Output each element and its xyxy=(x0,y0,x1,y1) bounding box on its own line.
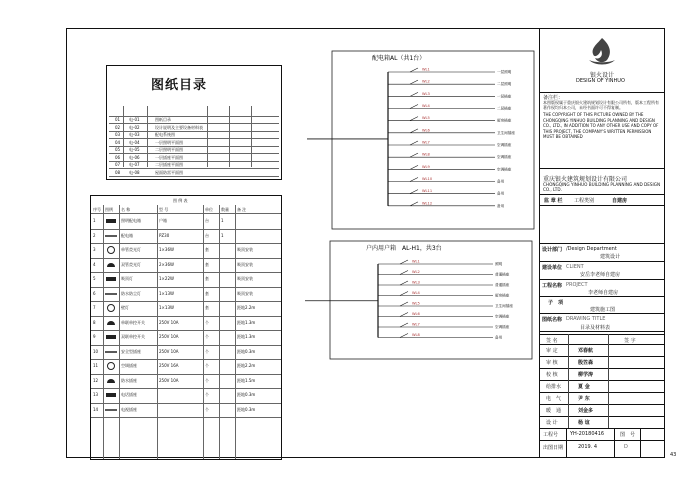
legend-cell-model: 1×13W xyxy=(159,305,174,310)
legend-cell-no: 9 xyxy=(93,334,96,339)
legend-cell-no: 8 xyxy=(93,319,96,325)
legend-cell-note: 吸顶安装 xyxy=(237,247,253,252)
legend-cell-qty: 1 xyxy=(221,232,224,238)
circuit-label: WL2 xyxy=(422,79,430,84)
circuit-load-label: 一层插座 xyxy=(497,94,512,99)
sub-value: 建筑施工图 xyxy=(590,307,616,313)
circuit-load-label: 二层照明 xyxy=(497,82,512,87)
legend-cell-note: 吸顶安装 xyxy=(237,261,253,267)
distribution-diagram-2 xyxy=(288,240,533,360)
index-cell-code: 电-07 xyxy=(129,162,140,167)
index-cell-code: 电-02 xyxy=(129,124,140,130)
notes-en: THE COPYRIGHT OF THIS PICTURE OWNED BY THE CHONGQING YINHUO BUILDING PLANNING AND DESIGN CO., LTD., IN ADDITION TO ANY OTHER USE AND COPY OF THIS PROJECT, THE COMPANY'S WRITTEN PERMISSION MUST BE OBTAINED xyxy=(543,112,659,139)
circuit-label: WL6 xyxy=(422,128,430,133)
job-no-label: 工程号 xyxy=(543,432,559,438)
index-cell-no: 01 xyxy=(115,117,121,122)
index-cell-no: 05 xyxy=(115,147,121,152)
legend-cell-name: 电视插座 xyxy=(121,406,137,412)
legend-cell-no: 12 xyxy=(93,377,99,383)
project-label: 工程名称 xyxy=(542,283,563,289)
legend-cell-unit: 个 xyxy=(205,334,209,339)
signer-role: 审 定 xyxy=(546,348,558,354)
legend-symbol-icon xyxy=(104,376,118,386)
index-cell-name: 设计说明及主要设备材料表 xyxy=(155,124,203,130)
legend-cell-name: 双管荧光灯 xyxy=(121,261,141,267)
logo-text-en: DESIGN OF YINHUO xyxy=(576,78,625,84)
legend-symbol-icon xyxy=(104,390,118,400)
legend-header-cell: 图例 xyxy=(105,207,113,212)
circuit-load-label: 空调插座 xyxy=(495,325,510,329)
circuit-load-label: 备用 xyxy=(495,335,503,340)
circuit-load-label: 空调插座 xyxy=(495,314,510,319)
job-no-value: YH-20180416 xyxy=(570,431,605,437)
legend-cell-model: 2×36W xyxy=(159,261,174,267)
signer-role: 设 计 xyxy=(546,420,558,426)
circuit-label: WL9 xyxy=(422,164,430,169)
legend-header-cell: 名 称 xyxy=(121,207,131,212)
circuit-label: WL6 xyxy=(412,312,420,316)
legend-cell-model: 1×22W xyxy=(159,276,174,281)
dept-value: 建筑设计 xyxy=(600,254,621,260)
circuit-load-label: 一层照明 xyxy=(497,70,512,74)
circuit-load-label: 二层插座 xyxy=(497,106,512,111)
legend-table xyxy=(90,195,282,460)
title-block xyxy=(539,28,665,458)
legend-cell-no: 14 xyxy=(93,406,99,412)
class-value: 自建房 xyxy=(612,198,628,204)
signer-name: 邓春航 xyxy=(578,348,594,354)
index-cell-code: 电-06 xyxy=(129,154,140,160)
circuit-label: WL11 xyxy=(422,189,433,194)
legend-cell-note: 距地1.3m xyxy=(237,334,256,339)
legend-cell-model: 250V 10A xyxy=(159,334,179,339)
date-label: 出图日期 xyxy=(543,445,564,451)
legend-cell-unit: 个 xyxy=(205,392,209,397)
circuit-load-label: 厨房插座 xyxy=(495,293,510,298)
client-value: 安岳李老师自建房 xyxy=(580,272,621,278)
legend-cell-name: 防水防尘灯 xyxy=(121,290,141,296)
legend-cell-unit: 台 xyxy=(205,218,209,223)
legend-cell-note: 距地0.3m xyxy=(237,406,256,412)
signer-name: 殷笠森 xyxy=(578,360,594,366)
signer-role: 审 核 xyxy=(546,360,558,366)
drawing-en: DRAWING TITLE xyxy=(566,316,606,322)
circuit-load-label: 备用 xyxy=(497,179,505,184)
signer-name: 杨 谊 xyxy=(578,420,590,426)
legend-cell-model: 250V 10A xyxy=(159,377,179,383)
legend-cell-unit: 套 xyxy=(205,261,209,267)
date-value: 2019. 4 xyxy=(578,444,598,450)
legend-cell-unit: 个 xyxy=(205,377,209,383)
circuit-label: WL10 xyxy=(422,177,433,181)
index-cell-no: 08 xyxy=(115,169,121,175)
drawing-value: 目录及材料表 xyxy=(580,325,611,331)
logo-text-cn: 银火设计 xyxy=(590,72,615,79)
diagram-title: 配电箱AL（共1台） xyxy=(372,55,426,62)
notes-cn: 本图版权属于重庆银火建筑规划设计有限公司所有，版本工程所有著作权均归本公司，未经书面许可不得复制。 xyxy=(543,100,659,110)
circuit-load-label: 照明 xyxy=(495,262,503,266)
index-cell-no: 03 xyxy=(115,132,121,137)
index-cell-no: 04 xyxy=(115,139,121,145)
dept-label: 设计部门 xyxy=(542,247,563,253)
circuit-label: WL8 xyxy=(412,333,420,337)
client-en: CLIENT xyxy=(566,264,584,270)
company-logo-icon xyxy=(585,36,619,66)
legend-cell-no: 1 xyxy=(93,218,96,223)
company-name-cn: 重庆银火建筑规划设计有限公司 xyxy=(543,176,628,183)
circuit-load-label: 空调插座 xyxy=(497,167,512,172)
legend-symbol-icon xyxy=(104,231,118,241)
legend-cell-model: 1×13W xyxy=(159,290,174,296)
legend-cell-model: 户箱 xyxy=(159,218,167,223)
class-label: 工程类别 xyxy=(574,198,595,204)
legend-symbol-icon xyxy=(104,245,118,255)
signer-name: 刘金多 xyxy=(578,408,594,414)
circuit-label: WL3 xyxy=(422,91,430,96)
diagram-title: 户内用户箱 AL-H1，共3台 xyxy=(366,245,442,252)
legend-cell-unit: 台 xyxy=(205,232,209,238)
legend-cell-note: 距地1.3m xyxy=(237,319,256,325)
legend-symbol-icon xyxy=(104,274,118,284)
version-value: D xyxy=(624,444,628,450)
index-cell-code: 电-01 xyxy=(129,117,140,122)
sign-header-1: 签 名 xyxy=(546,338,558,344)
circuit-label: WL5 xyxy=(412,301,420,306)
circuit-label: WL1 xyxy=(412,259,420,264)
circuit-label: WL8 xyxy=(422,152,430,157)
circuit-load-label: 厨房插座 xyxy=(497,118,512,123)
legend-cell-name: 电话插座 xyxy=(121,392,137,397)
dept-en: /Design Department xyxy=(566,246,617,252)
legend-title: 图 例 表 xyxy=(173,198,188,203)
legend-cell-model: 250V 10A xyxy=(159,348,179,354)
legend-cell-no: 3 xyxy=(93,247,96,252)
circuit-label: WL3 xyxy=(412,280,420,285)
drawing-label: 图纸名称 xyxy=(542,317,563,323)
legend-header-cell: 序号 xyxy=(93,207,101,212)
index-row xyxy=(109,169,279,177)
legend-header-cell: 型 号 xyxy=(159,207,169,212)
legend-symbol-icon xyxy=(104,303,118,313)
legend-cell-note: 吸顶安装 xyxy=(237,276,253,281)
legend-cell-unit: 个 xyxy=(205,363,209,368)
signer-role: 校 核 xyxy=(546,372,558,378)
legend-cell-no: 6 xyxy=(93,290,96,296)
sign-header-3: 签 字 xyxy=(624,338,636,344)
legend-symbol-icon xyxy=(104,318,118,328)
legend-cell-model: 250V 16A xyxy=(159,363,179,368)
circuit-label: WL5 xyxy=(422,116,430,121)
legend-cell-note: 距地0.3m xyxy=(237,392,256,397)
client-label: 建设单位 xyxy=(542,265,563,271)
signer-role: 电 气 xyxy=(546,396,562,402)
legend-cell-unit: 套 xyxy=(205,276,209,281)
notes-label: 备注栏： xyxy=(543,95,564,101)
circuit-label: WL7 xyxy=(412,322,420,327)
legend-header-cell: 数量 xyxy=(221,207,229,212)
legend-cell-qty: 1 xyxy=(221,218,224,223)
company-name-en: CHONGQING YINHUO BUILDING PLANNING AND DESIGN CO., LTD. xyxy=(543,182,661,192)
circuit-load-label: 空调插座 xyxy=(497,155,512,160)
index-cell-code: 电-03 xyxy=(129,132,140,137)
sheet-label: 图 号 xyxy=(620,432,636,438)
legend-cell-note: 吸顶安装 xyxy=(237,290,253,296)
index-cell-name: 二层插座平面图 xyxy=(155,162,183,167)
signer-name: 尹 东 xyxy=(578,396,590,402)
signer-role: 暖 通 xyxy=(546,408,562,414)
legend-cell-name: 照明配电箱 xyxy=(121,218,141,223)
index-title: 图纸目录 xyxy=(151,78,208,93)
index-cell-name: 屋面防雷平面图 xyxy=(155,169,183,175)
circuit-load-label: 备用 xyxy=(497,203,505,208)
circuit-label: WL1 xyxy=(422,67,430,72)
stamp-label: 监 章 栏 xyxy=(544,198,563,204)
legend-cell-no: 7 xyxy=(93,305,96,310)
circuit-label: WL7 xyxy=(422,140,430,145)
circuit-label: WL4 xyxy=(412,291,420,295)
legend-symbol-icon xyxy=(104,289,118,299)
legend-header-cell: 备 注 xyxy=(237,207,247,212)
legend-header-cell: 单位 xyxy=(205,207,213,212)
legend-cell-name: 安全型插座 xyxy=(121,348,141,354)
legend-cell-name: 防水插座 xyxy=(121,377,137,383)
legend-cell-note: 距地1.5m xyxy=(237,377,256,383)
legend-cell-unit: 套 xyxy=(205,247,209,252)
legend-cell-no: 11 xyxy=(93,363,99,368)
circuit-load-label: 备用 xyxy=(497,191,505,196)
legend-symbol-icon xyxy=(104,361,118,371)
project-en: PROJECT xyxy=(566,282,588,288)
legend-cell-no: 2 xyxy=(93,232,96,238)
legend-cell-no: 4 xyxy=(93,261,96,267)
legend-cell-name: 壁灯 xyxy=(121,305,129,310)
legend-symbol-icon xyxy=(104,405,118,415)
legend-symbol-icon xyxy=(104,260,118,270)
index-cell-no: 02 xyxy=(115,124,121,130)
legend-cell-note: 距地2.2m xyxy=(237,363,256,368)
legend-cell-unit: 个 xyxy=(205,348,209,354)
legend-cell-unit: 套 xyxy=(205,305,209,310)
circuit-load-label: 普通插座 xyxy=(495,283,510,287)
legend-cell-unit: 套 xyxy=(205,290,209,296)
circuit-load-label: 卫生间插座 xyxy=(497,130,515,135)
project-value: 李老师自建房 xyxy=(588,290,619,296)
legend-cell-model: 250V 10A xyxy=(159,319,179,325)
drawing-index-table xyxy=(106,65,282,180)
legend-symbol-icon xyxy=(104,332,118,342)
legend-cell-unit: 个 xyxy=(205,406,209,412)
legend-symbol-icon xyxy=(104,216,118,226)
index-cell-name: 一层照明平面图 xyxy=(155,139,183,145)
legend-cell-model: PZ30 xyxy=(159,232,170,238)
legend-cell-name: 吸顶灯 xyxy=(121,276,133,281)
index-cell-name: 图纸目录 xyxy=(155,117,171,122)
index-cell-code: 电-04 xyxy=(129,139,140,145)
index-cell-name: 二层照明平面图 xyxy=(155,147,183,152)
legend-cell-note: 距地2.2m xyxy=(237,305,256,310)
circuit-load-label: 空调插座 xyxy=(497,143,512,147)
sub-label: 子 项 xyxy=(548,300,564,306)
legend-cell-name: 单管荧光灯 xyxy=(121,247,141,252)
legend-cell-name: 单联单控开关 xyxy=(121,319,145,325)
signer-name: 夏 金 xyxy=(578,384,590,390)
index-cell-name: 一层插座平面图 xyxy=(155,154,183,160)
page-number: 43 xyxy=(670,452,677,458)
legend-cell-no: 5 xyxy=(93,276,96,281)
circuit-label: WL4 xyxy=(422,104,430,108)
signer-name: 柳学涛 xyxy=(578,372,594,378)
legend-cell-no: 10 xyxy=(93,348,99,354)
legend-cell-model: 1×36W xyxy=(159,247,174,252)
legend-symbol-icon xyxy=(104,347,118,357)
index-cell-no: 06 xyxy=(115,154,121,160)
index-cell-name: 配电系统图 xyxy=(155,132,175,137)
legend-cell-name: 配电箱 xyxy=(121,232,133,238)
circuit-label: WL12 xyxy=(422,201,433,206)
legend-cell-note: 距地0.3m xyxy=(237,348,256,354)
circuit-load-label: 卫生间插座 xyxy=(495,304,513,308)
circuit-load-label: 普通插座 xyxy=(495,272,510,277)
index-cell-no: 07 xyxy=(115,162,121,167)
legend-cell-unit: 个 xyxy=(205,319,209,325)
legend-cell-no: 13 xyxy=(93,392,99,397)
index-cell-code: 电-08 xyxy=(129,169,140,175)
legend-cell-name: 空调插座 xyxy=(121,363,137,368)
index-cell-code: 电-05 xyxy=(129,147,140,152)
distribution-diagram-1 xyxy=(300,50,535,230)
signer-role: 给排水 xyxy=(546,384,562,390)
legend-cell-name: 双联单控开关 xyxy=(121,334,145,339)
circuit-label: WL2 xyxy=(412,270,420,274)
